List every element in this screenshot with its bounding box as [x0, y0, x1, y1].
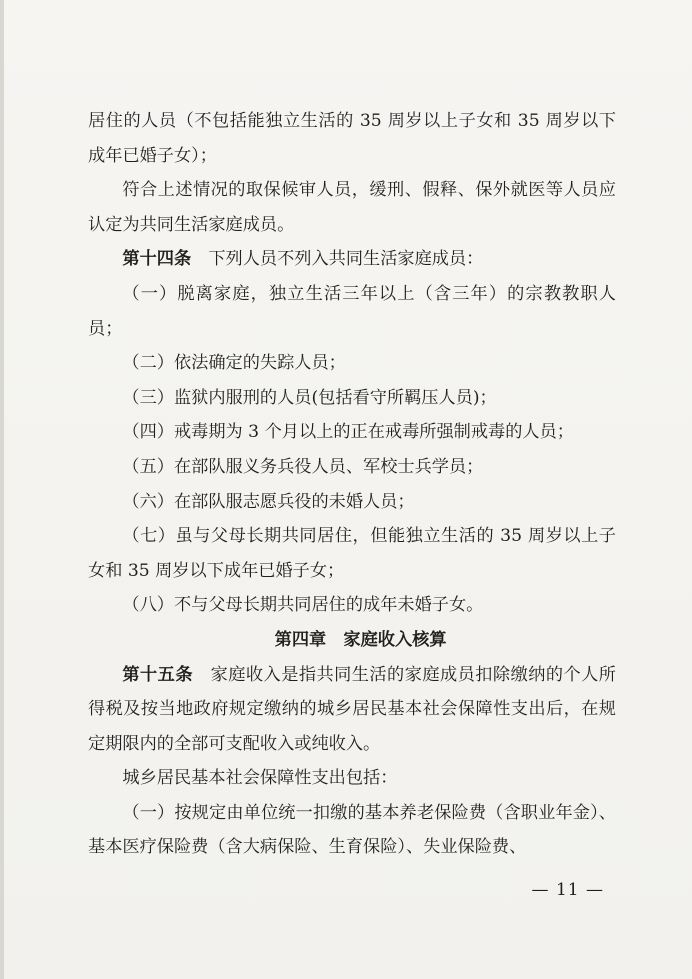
document-body [88, 104, 616, 865]
scan-edge [0, 0, 4, 979]
article-14-item-8: （八）不与父母长期共同居住的成年未婚子女。 [122, 595, 484, 616]
article-15-label: 第十五条 [122, 664, 193, 685]
article-14-item-5: （五）在部队服义务兵役人员、军校士兵学员； [122, 456, 484, 477]
article-14-label: 第十四条 [122, 249, 192, 270]
page-number: — 11 — [531, 880, 604, 900]
article-15 [88, 658, 616, 762]
article-14-item-6: （六）在部队服志愿兵役的未婚人员； [122, 491, 415, 512]
paragraph-bail-note: 符合上述情况的取保候审人员，缓刑、假释、保外就医等人员应认定为共同生活家庭成员。 [88, 180, 616, 235]
paragraph-continuation: 居住的人员（不包括能独立生活的 35 周岁以上子女和 35 周岁以下成年已婚子女）； [88, 111, 616, 166]
chapter-4-heading: 第四章 家庭收入核算 [274, 629, 447, 650]
article-14-item-1: （一）脱离家庭，独立生活三年以上（含三年）的宗教教职人员； [88, 283, 616, 339]
article-14-text: 下列人员不列入共同生活家庭成员： [191, 249, 484, 270]
article-14-item-4: （四）戒毒期为 3 个月以上的正在戒毒所强制戒毒的人员； [122, 422, 574, 443]
article-14-item-7: （七）虽与父母长期共同居住，但能独立生活的 35 周岁以上子女和 35 周岁以下成年已婚子女； [88, 526, 616, 581]
article-15-social-security: 城乡居民基本社会保障性支出包括： [122, 768, 398, 789]
article-15-text: 家庭收入是指共同生活的家庭成员扣除缴纳的个人所得税及按当地政府规定缴纳的城乡居民基本社会保障性支出后，在规定期限内的全部可支配收入或纯收入。 [88, 664, 616, 754]
article-14-item-3: （三）监狱内服刑的人员(包括看守所羁压人员)； [122, 387, 497, 408]
article-15-item-1: （一）按规定由单位统一扣缴的基本养老保险费（含职业年金）、基本医疗保险费（含大病保险、生育保险）、失业保险费、 [88, 802, 616, 858]
article-14 [88, 242, 616, 277]
article-14-item-2: （二）依法确定的失踪人员； [122, 353, 346, 374]
